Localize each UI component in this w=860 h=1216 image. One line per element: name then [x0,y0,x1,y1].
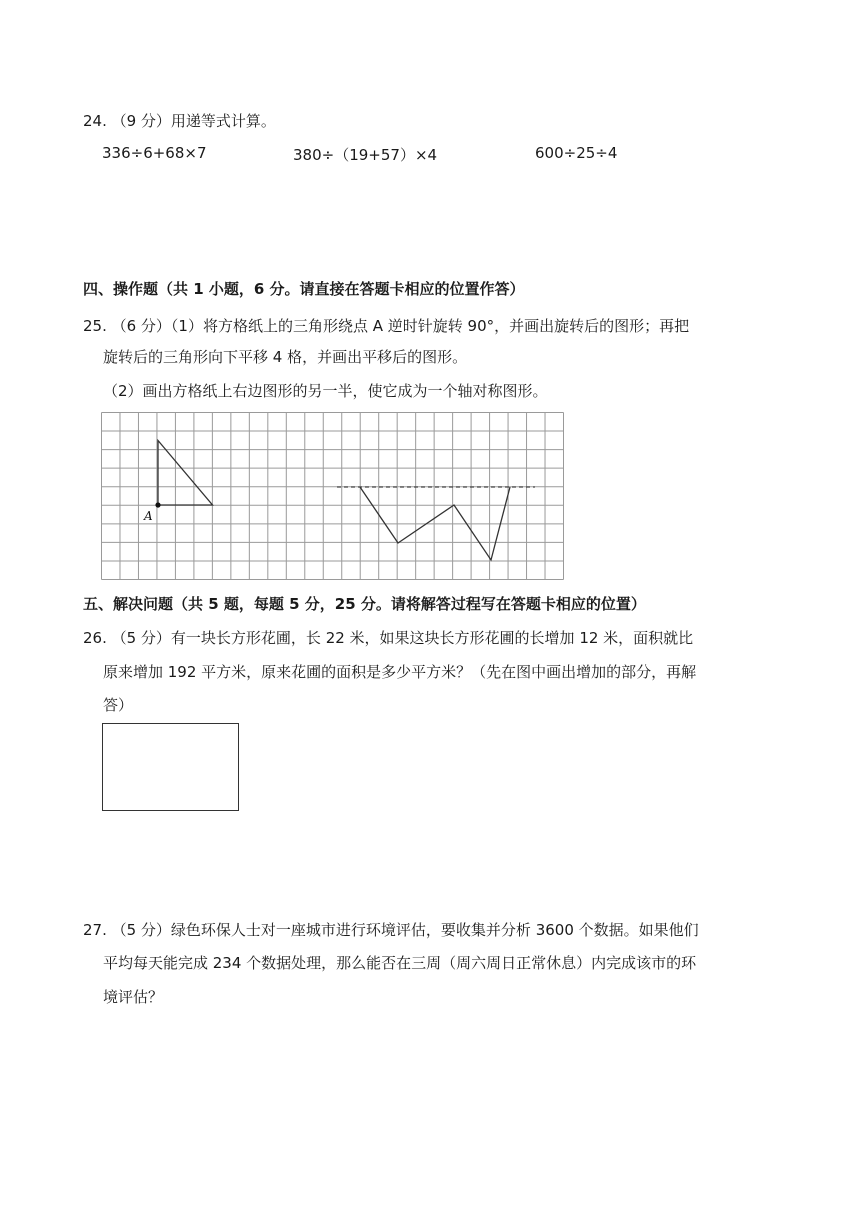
q25-line-3: （2）画出方格纸上右边图形的另一半，使它成为一个轴对称图形。 [103,382,548,400]
q24-header: 24. （9 分）用递等式计算。 [83,112,276,130]
q27-line-2: 平均每天能完成 234 个数据处理，那么能否在三周（周六周日正常休息）内完成该市的环 [103,954,697,972]
q24-expression-2: 380÷（19+57）×4 [293,146,438,164]
q26-line-1: 26. （5 分）有一块长方形花圃，长 22 米，如果这块长方形花圃的长增加 12 米，面积就比 [83,629,694,647]
q25-line-1: 25. （6 分）（1）将方格纸上的三角形绕点 A 逆时针旋转 90°，并画出旋转后的图形；再把 [83,317,690,335]
q24-expression-1: 336÷6+68×7 [102,144,207,162]
q25-line-2: 旋转后的三角形向下平移 4 格，并画出平移后的图形。 [103,348,468,366]
flowerbed-rectangle [102,723,239,811]
q24-expression-3: 600÷25÷4 [535,144,618,162]
triangle-shape [158,441,213,506]
q26-line-2: 原来增加 192 平方米，原来花圃的面积是多少平方米？（先在图中画出增加的部分，再解 [103,663,697,681]
q27-line-1: 27. （5 分）绿色环保人士对一座城市进行环境评估，要收集并分析 3600 个数据。如果他们 [83,921,699,939]
q26-line-3: 答） [103,696,134,714]
section4-title: 四、操作题（共 1 小题，6 分。请直接在答题卡相应的位置作答） [83,280,525,298]
point-a-label: A [144,509,153,523]
grid-lines [102,413,564,580]
grid-figure [101,412,564,580]
point-a-dot [155,502,160,507]
section5-title: 五、解决问题（共 5 题，每题 5 分，25 分。请将解答过程写在答题卡相应的位置） [83,595,646,613]
q27-line-3: 境评估？ [103,988,164,1006]
